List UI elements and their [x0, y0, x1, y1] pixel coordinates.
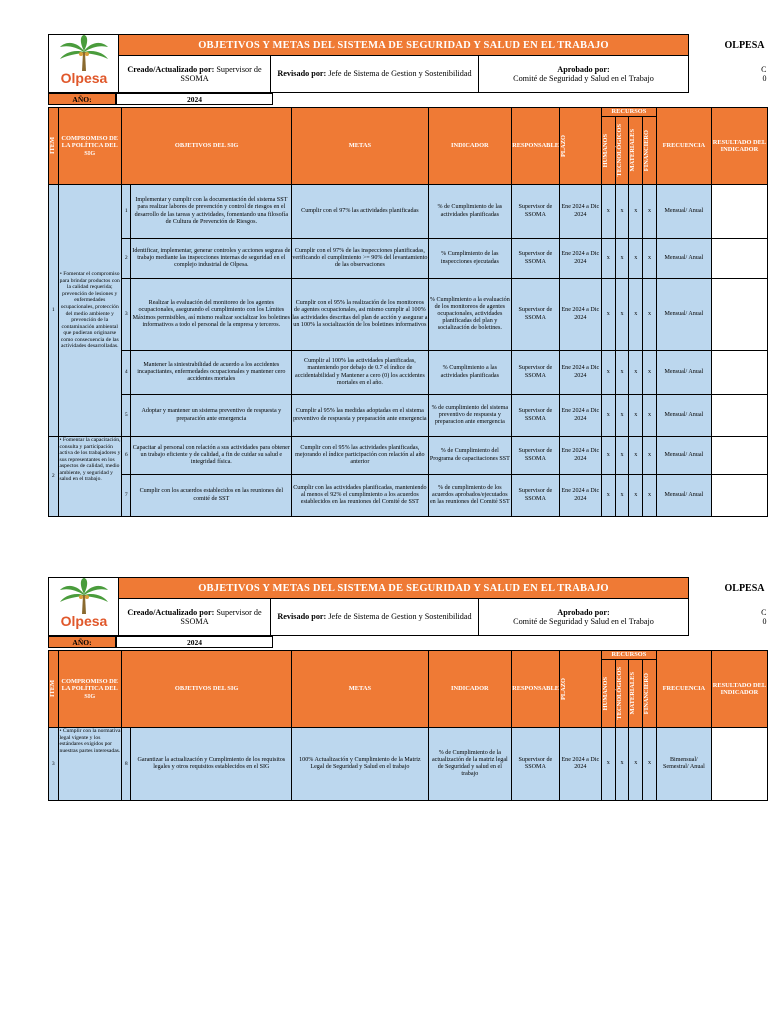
result-cell — [711, 185, 767, 239]
goal-text: 100% Actualización y Cumplimiento de la Matriz Legal de Seguridad y Salud en el trabajo — [292, 728, 428, 801]
approved-by-2 — [479, 599, 689, 636]
col-item: ITEM — [49, 651, 59, 728]
reviewed-by — [271, 56, 479, 93]
col-objectives: OBJETIVOS DEL SIG — [121, 108, 291, 185]
indicator-text: % de Cumplimiento de la actualización de la matriz legal de Seguridad y salud en el trabajo — [428, 728, 512, 801]
col-commitment: COMPROMISO DE LA POLÍTICA DEL SIG — [58, 651, 121, 728]
frequency-text: Mensual/ Anual — [656, 351, 711, 395]
resource-tech: x — [615, 279, 629, 351]
resource-human: x — [601, 239, 615, 279]
goal-text: Cumplir al 95% las medidas adoptadas en el sistema preventivo de respuesta y preparación ante emergencia — [292, 395, 428, 437]
col-res-tech: TECNOLÓGICOS — [615, 660, 629, 728]
responsible-text: Supervisor de SSOMA — [512, 728, 560, 801]
palm-logo-icon — [54, 35, 114, 87]
responsible-text: Supervisor de SSOMA — [512, 279, 560, 351]
logo-text: Olpesa — [60, 613, 107, 629]
responsible-text: Supervisor de SSOMA — [512, 475, 560, 517]
table-row — [49, 437, 768, 475]
responsible-text: Supervisor de SSOMA — [512, 185, 560, 239]
col-objectives: OBJETIVOS DEL SIG — [121, 651, 291, 728]
result-cell — [711, 351, 767, 395]
row-number: 1 — [121, 185, 131, 239]
resource-financial: x — [643, 475, 657, 517]
created-value: Supervisor de SSOMA — [180, 607, 262, 627]
reviewed-value: Jefe de Sistema de Gestion y Sostenibilidad — [328, 612, 472, 622]
goal-text: Cumplir con el 95% las actividades planificadas, mejorando el índice participación con relación al año anterior — [292, 437, 428, 475]
document-header-2 — [48, 577, 768, 636]
row-number: 8 — [121, 728, 131, 801]
year-label-2: AÑO: — [48, 636, 116, 648]
objective-text: Implementar y cumplir con la documentación del sistema SST para realizar labores de prevención y control de riesgos en el desarrollo de las tareas y actividades, fomentando una filosofía de Cultura de Prevención de Riesgos. — [131, 185, 292, 239]
objective-text: Capacitar al personal con relación a sus actividades para obtener un trabajo eficiente y de calidad, a fin de cuidar su salud e integridad física. — [131, 437, 292, 475]
col-res-human: HUMANOS — [601, 660, 615, 728]
col-res-financial: FINANCIERO — [643, 117, 657, 185]
result-cell — [711, 395, 767, 437]
responsible-text: Supervisor de SSOMA — [512, 437, 560, 475]
resource-tech: x — [615, 475, 629, 517]
row-number: 2 — [121, 239, 131, 279]
indicator-text: % de Cumplimiento del Programa de capacitaciones SST — [428, 437, 512, 475]
indicator-text: % Cumplimiento a la evaluación de los monitoreos de agentes ocupacionales, actividades planificadas del plan y socialización de boletines. — [428, 279, 512, 351]
col-commitment: COMPROMISO DE LA POLÍTICA DEL SIG — [58, 108, 121, 185]
row-number: 6 — [121, 437, 131, 475]
reviewed-label: Revisado por: — [277, 612, 327, 622]
row-number: 3 — [121, 279, 131, 351]
goal-text: Cumplir con el 97% las actividades planificadas — [292, 185, 428, 239]
policy-commitment: • Fomentar el compromiso para brindar productos con la calidad requerida; prevención de lesiones y enfermedades ocupacionales, protección del medio ambiente y prevención de la contaminación ambiental que pudieran originarse como consecuencia de las actividades desarrolladas. — [58, 185, 121, 437]
result-cell — [711, 728, 767, 801]
resource-human: x — [601, 728, 615, 801]
reviewed-value: Jefe de Sistema de Gestion y Sostenibilidad — [328, 69, 472, 79]
table-row — [49, 351, 768, 395]
resource-material: x — [629, 351, 643, 395]
col-res-material: MATERIALES — [629, 660, 643, 728]
resource-tech: x — [615, 395, 629, 437]
resource-human: x — [601, 395, 615, 437]
term-text: Ene 2024 a Dic 2024 — [559, 395, 601, 437]
resource-tech: x — [615, 728, 629, 801]
version-cut-2: 0 — [762, 74, 767, 84]
objective-text: Garantizar la actualización y Cumplimiento de los requisitos legales y otros requisitos establecidos en el SIG — [131, 728, 292, 801]
indicator-text: % Cumplimiento de las inspecciones ejecutadas — [428, 239, 512, 279]
indicator-text: % Cumplimiento a las actividades planificadas — [428, 351, 512, 395]
goal-text: Cumplir con el 97% de las inspecciones planificadas, verificando el cumplimiento >= 90% del levantamiento de las observaciones — [292, 239, 428, 279]
reviewed-by-2 — [271, 599, 479, 636]
item-number: 2 — [49, 437, 59, 517]
indicator-text: % de Cumplimiento de las actividades planificadas — [428, 185, 512, 239]
frequency-text: Bimensual/ Semestral/ Anual — [656, 728, 711, 801]
resource-material: x — [629, 475, 643, 517]
palm-logo-icon — [54, 578, 114, 630]
result-cell — [711, 437, 767, 475]
indicator-text: % de cumplimiento de los acuerdos aprobados/ejecutados en las reuniones del Comité SST — [428, 475, 512, 517]
table-row — [49, 239, 768, 279]
version-cut-1: C — [761, 608, 767, 618]
goal-text: Cumplir con el 95% la realización de los monitoreos de agentes ocupacionales, asi mismo cumplir al 100% las actividades descritas del plan de acción y asegurar a un 100% la socialización de los boletines informativos — [292, 279, 428, 351]
resource-tech: x — [615, 351, 629, 395]
company-logo-2 — [49, 578, 119, 636]
approved-value: Comité de Seguridad y Salud en el Trabajo — [513, 617, 654, 627]
term-text: Ene 2024 a Dic 2024 — [559, 239, 601, 279]
resource-material: x — [629, 239, 643, 279]
goal-text: Cumplir con las actividades planificadas, manteniendo al menos el 92% el cumplimiento a los acuerdos establecidos en las reuniones del Comité de SST — [292, 475, 428, 517]
col-res-material: MATERIALES — [629, 117, 643, 185]
table-body-2 — [49, 728, 768, 801]
resource-financial: x — [643, 239, 657, 279]
term-text: Ene 2024 a Dic 2024 — [559, 475, 601, 517]
policy-commitment: • Fomentar la capacitación, consulta y participación activa de los trabajadores y sus representantes en los aspectos de calidad, medio ambiente, y seguridad y salud en el trabajo. — [58, 437, 121, 517]
version-cut — [689, 56, 768, 93]
table-row — [49, 728, 768, 801]
objective-text: Mantener la siniestrabilidad de acuerdo a los accidentes incapacitantes, enfermedades ocupacionales y mantener cero accidentes mortales — [131, 351, 292, 395]
frequency-text: Mensual/ Anual — [656, 239, 711, 279]
resource-financial: x — [643, 351, 657, 395]
col-res-tech: TECNOLÓGICOS — [615, 117, 629, 185]
resource-financial: x — [643, 437, 657, 475]
logo-text: Olpesa — [60, 70, 107, 86]
reviewed-label: Revisado por: — [277, 69, 327, 79]
col-res-human: HUMANOS — [601, 117, 615, 185]
objective-text: Realizar la evaluación del monitoreo de los agentes ocupacionales, asegurando el cumplimiento con los Límites Máximos permisibles, así mismo realizar socializar los boletines informativos a todo el personal de la empresa y terceros. — [131, 279, 292, 351]
version-cut-b — [689, 599, 768, 636]
resource-human: x — [601, 475, 615, 517]
col-goals: METAS — [292, 108, 428, 185]
objective-text: Cumplir con los acuerdos establecidos en las reuniones del comité de SST — [131, 475, 292, 517]
created-label: Creado/Actualizado por: — [127, 607, 215, 617]
resource-financial: x — [643, 279, 657, 351]
frequency-text: Mensual/ Anual — [656, 185, 711, 239]
result-cell — [711, 475, 767, 517]
item-number: 1 — [49, 185, 59, 437]
term-text: Ene 2024 a Dic 2024 — [559, 279, 601, 351]
approved-label: Aprobado por: — [557, 64, 610, 74]
version-cut-1: C — [761, 65, 767, 75]
table-row — [49, 475, 768, 517]
resource-tech: x — [615, 185, 629, 239]
frequency-text: Mensual/ Anual — [656, 475, 711, 517]
frequency-text: Mensual/ Anual — [656, 437, 711, 475]
col-responsible: RESPONSABLE — [512, 651, 560, 728]
row-number: 5 — [121, 395, 131, 437]
document-title-2: OBJETIVOS Y METAS DEL SISTEMA DE SEGURIDAD Y SALUD EN EL TRABAJO — [119, 578, 689, 599]
result-cell — [711, 239, 767, 279]
responsible-text: Supervisor de SSOMA — [512, 239, 560, 279]
created-value: Supervisor de SSOMA — [180, 64, 262, 84]
approved-label: Aprobado por: — [557, 607, 610, 617]
created-label: Creado/Actualizado por: — [127, 64, 215, 74]
table-body-1 — [49, 185, 768, 517]
created-by — [119, 56, 271, 93]
version-cut-2: 0 — [762, 617, 767, 627]
document-title: OBJETIVOS Y METAS DEL SISTEMA DE SEGURIDAD Y SALUD EN EL TRABAJO — [119, 35, 689, 56]
row-number: 7 — [121, 475, 131, 517]
term-text: Ene 2024 a Dic 2024 — [559, 185, 601, 239]
col-term: PLAZO — [559, 651, 601, 728]
resource-financial: x — [643, 395, 657, 437]
year-value: 2024 — [116, 93, 273, 105]
objectives-table-1 — [48, 107, 768, 517]
approved-value: Comité de Seguridad y Salud en el Trabajo — [513, 74, 654, 84]
term-text: Ene 2024 a Dic 2024 — [559, 437, 601, 475]
year-value-2: 2024 — [116, 636, 273, 648]
col-result: RESULTADO DEL INDICADOR — [711, 651, 767, 728]
col-indicator: INDICADOR — [428, 651, 512, 728]
policy-commitment: • Cumplir con la normativa legal vigente y los estándares exigidos por nuestras partes interesadas. — [58, 728, 121, 801]
col-term: PLAZO — [559, 108, 601, 185]
resource-human: x — [601, 279, 615, 351]
approved-by — [479, 56, 689, 93]
frequency-text: Mensual/ Anual — [656, 279, 711, 351]
objective-text: Identificar, implementar, generar controles y acciones seguras de trabajo mediante las inspecciones internas de seguridad en el complejo industrial de Olpesa. — [131, 239, 292, 279]
company-logo — [49, 35, 119, 93]
table-row — [49, 185, 768, 239]
resource-material: x — [629, 185, 643, 239]
created-by-2 — [119, 599, 271, 636]
objective-text: Adoptar y mantener un sistema preventivo de respuesta y preparación ante emergencia — [131, 395, 292, 437]
col-result: RESULTADO DEL INDICADOR — [711, 108, 767, 185]
col-item: ITEM — [49, 108, 59, 185]
resource-human: x — [601, 185, 615, 239]
term-text: Ene 2024 a Dic 2024 — [559, 351, 601, 395]
resource-tech: x — [615, 239, 629, 279]
row-number: 4 — [121, 351, 131, 395]
responsible-text: Supervisor de SSOMA — [512, 395, 560, 437]
col-frequency: FRECUENCIA — [656, 108, 711, 185]
table-row — [49, 279, 768, 351]
table-row — [49, 395, 768, 437]
resource-material: x — [629, 279, 643, 351]
item-number: 3 — [49, 728, 59, 801]
year-label: AÑO: — [48, 93, 116, 105]
resource-material: x — [629, 728, 643, 801]
resource-human: x — [601, 351, 615, 395]
resource-human: x — [601, 437, 615, 475]
document-code: OLPESA — [724, 39, 765, 51]
goal-text: Cumplir al 100% las actividades planificadas, manteniendo por debajo de 0.7 el índice de accidentabilidad y Mantener a cero (0) los accidentes mortales en el año. — [292, 351, 428, 395]
resource-financial: x — [643, 728, 657, 801]
col-res-financial: FINANCIERO — [643, 660, 657, 728]
result-cell — [711, 279, 767, 351]
col-goals: METAS — [292, 651, 428, 728]
document-header — [48, 34, 768, 93]
document-code-2: OLPESA — [724, 582, 765, 594]
col-indicator: INDICADOR — [428, 108, 512, 185]
responsible-text: Supervisor de SSOMA — [512, 351, 560, 395]
resource-material: x — [629, 437, 643, 475]
col-responsible: RESPONSABLE — [512, 108, 560, 185]
col-resources: RECURSOS — [601, 651, 656, 660]
frequency-text: Mensual/ Anual — [656, 395, 711, 437]
term-text: Ene 2024 a Dic 2024 — [559, 728, 601, 801]
resource-tech: x — [615, 437, 629, 475]
resource-financial: x — [643, 185, 657, 239]
indicator-text: % de cumplimiento del sistema preventivo de respuesta y preparacion ante emergencia — [428, 395, 512, 437]
resource-material: x — [629, 395, 643, 437]
col-resources: RECURSOS — [601, 108, 656, 117]
col-frequency: FRECUENCIA — [656, 651, 711, 728]
objectives-table-2 — [48, 650, 768, 801]
